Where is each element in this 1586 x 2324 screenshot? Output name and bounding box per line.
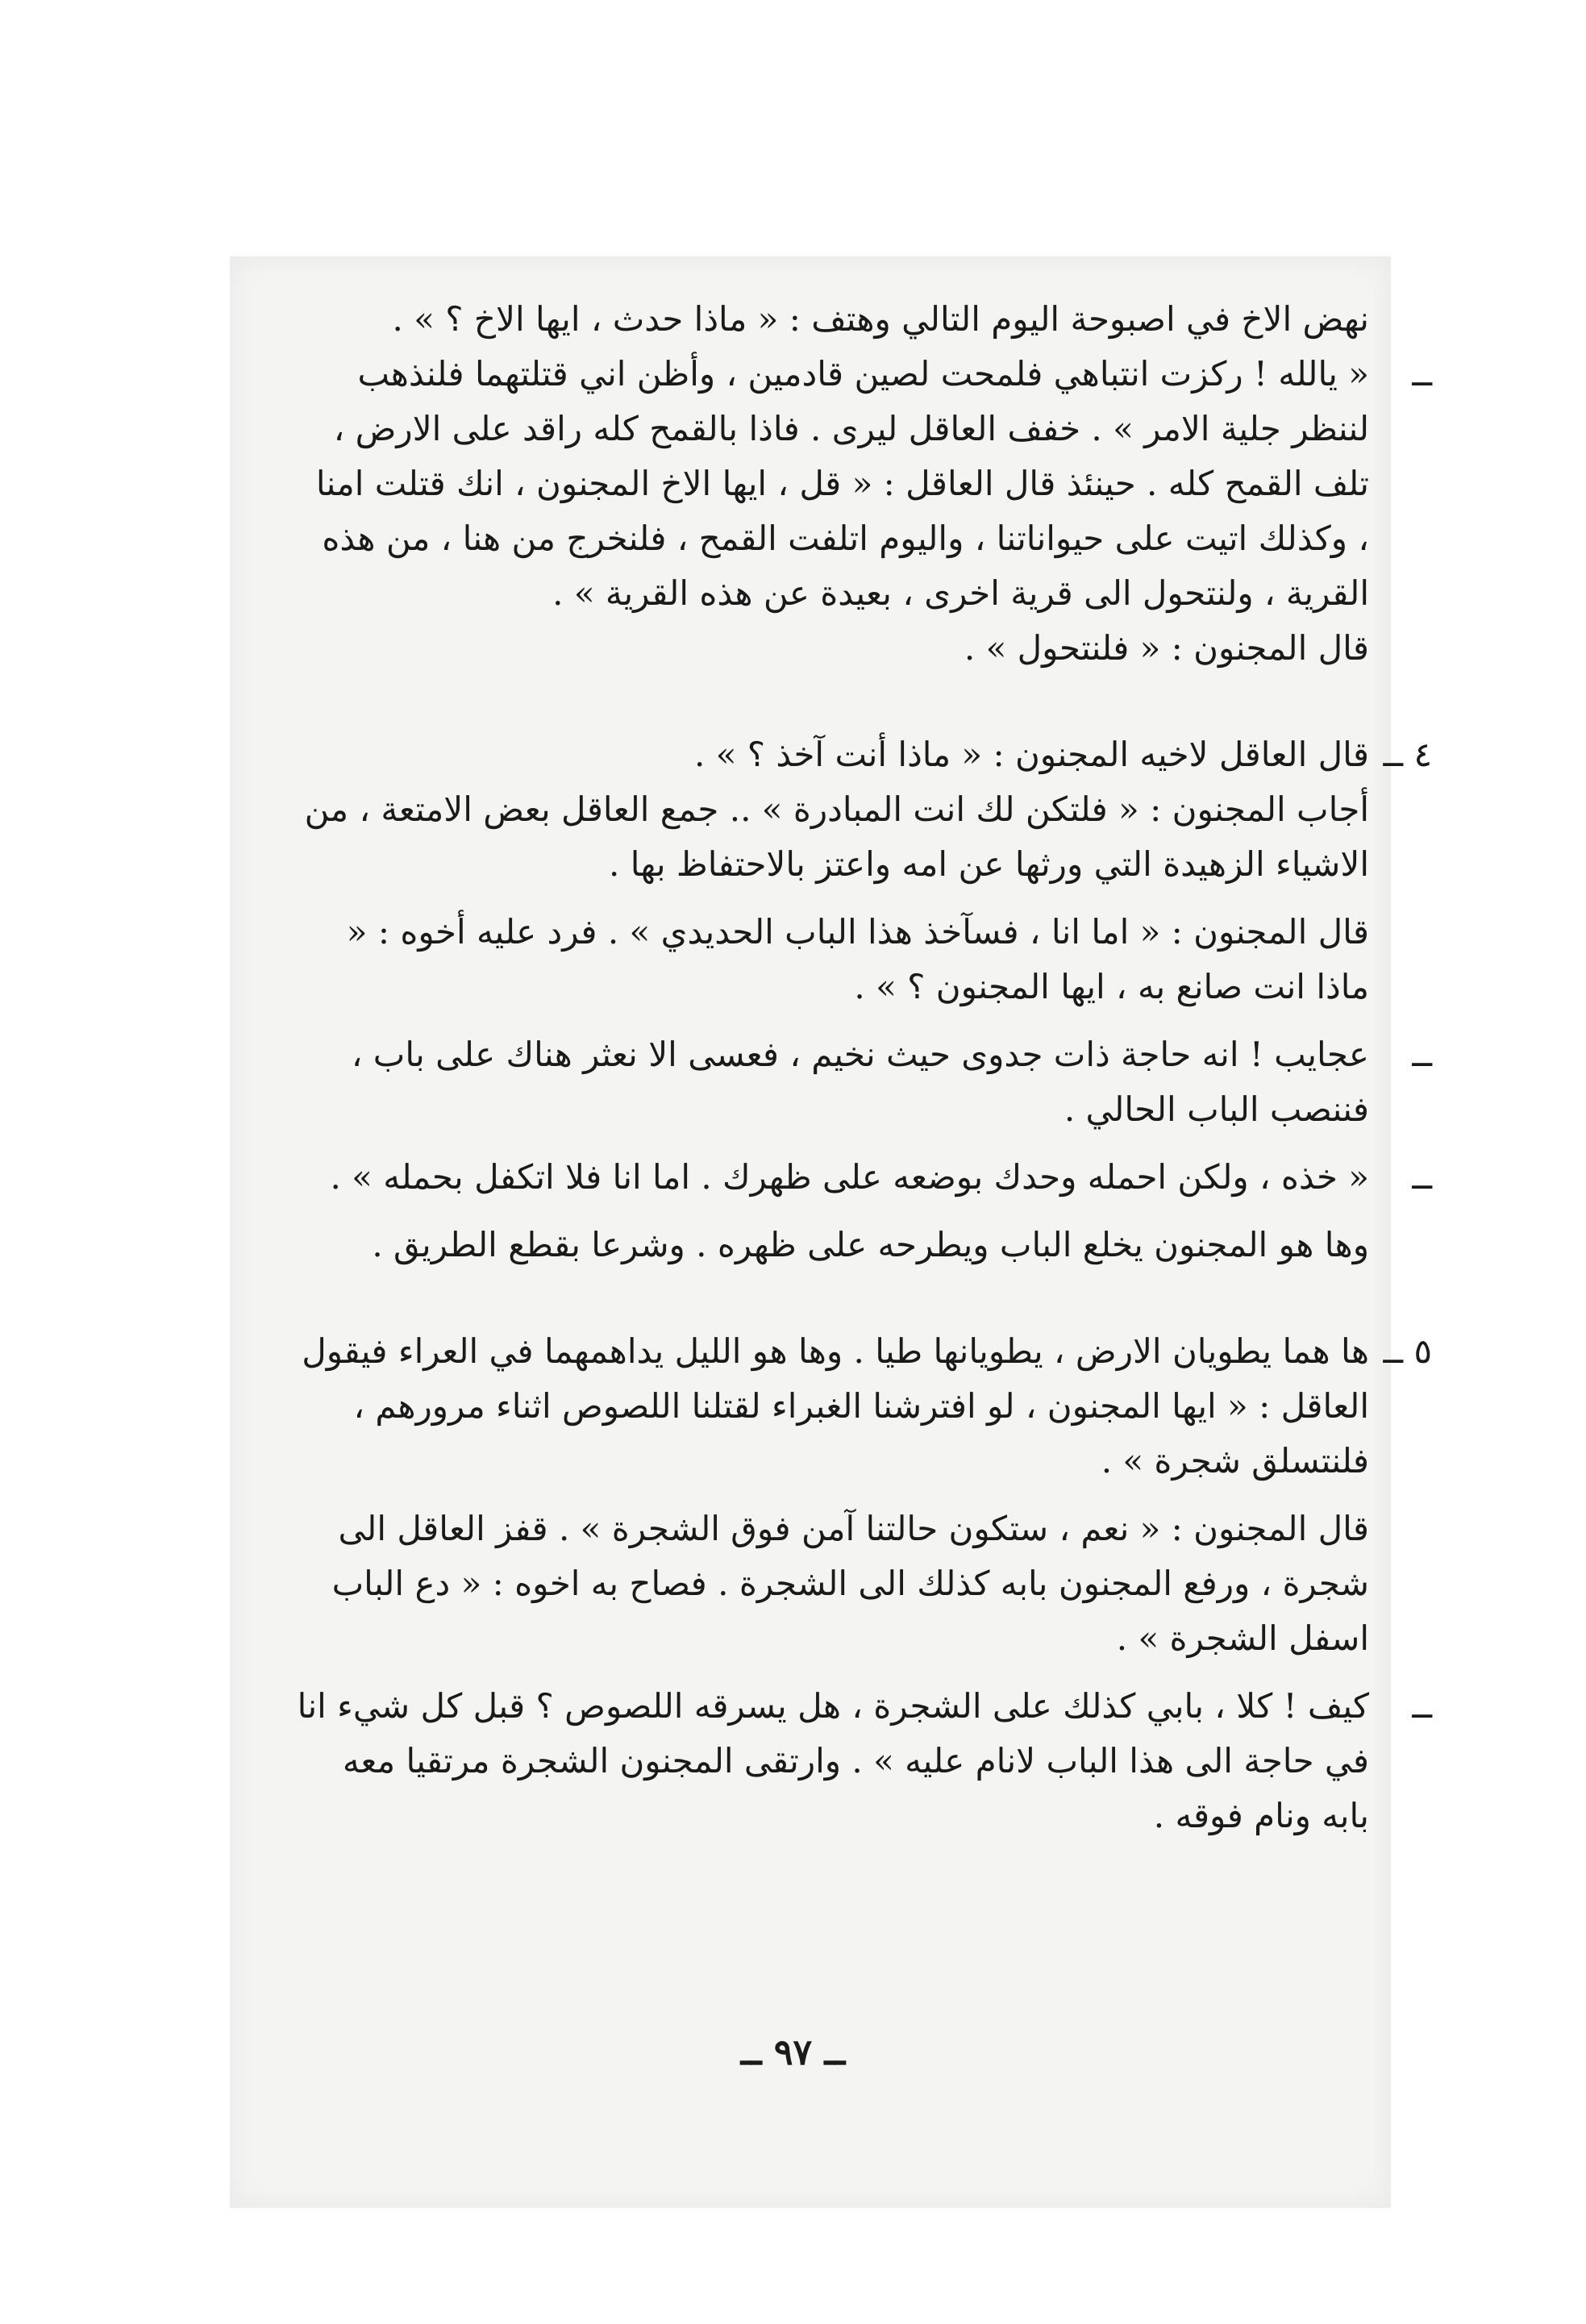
paragraph-text: نهض الاخ في اصبوحة اليوم التالي وهتف : « ماذا حدث ، ايها الاخ ؟ » . <box>392 299 1369 339</box>
dialogue-dash: ــ <box>1412 1686 1432 1726</box>
paragraph-text: قال المجنون : « نعم ، ستكون حالتنا آمن فوق الشجرة » . قفز العاقل الى شجرة ، ورفع المجنون بابه كذلك الى الشجرة . فصاح به اخوه : « دع الباب اسفل الشجرة » . <box>331 1509 1369 1658</box>
paragraph-text: كيف ! كلا ، بابي كذلك على الشجرة ، هل يسرقه اللصوص ؟ قبل كل شيء انا في حاجة الى هذا الباب لانام عليه » . وارتقى المجنون الشجرة مرتقيا معه بابه ونام فوقه . <box>297 1686 1369 1835</box>
paragraph-11 <box>297 1501 1369 1666</box>
section-4 <box>297 727 1432 782</box>
paragraph-text: عجايب ! انه حاجة ذات جدوى حيث نخيم ، فعسى الا نعثر هناك على باب ، فننصب الباب الحالي . <box>351 1035 1369 1129</box>
paragraph-12 <box>297 1679 1432 1843</box>
paragraph-text: أجاب المجنون : « فلتكن لك انت المبادرة » .. جمع العاقل بعض الامتعة ، من الاشياء الزهيدة التي ورثها عن امه واعتز بالاحتفاظ بها . <box>304 789 1369 884</box>
paragraph-text: « خذه ، ولكن احمله وحدك بوضعه على ظهرك . اما انا فلا اتكفل بحمله » . <box>330 1157 1369 1197</box>
section-5 <box>297 1324 1432 1489</box>
paragraph-text: وها هو المجنون يخلع الباب ويطرحه على ظهره . وشرعا بقطع الطريق . <box>372 1225 1369 1264</box>
paragraph-text: قال المجنون : « اما انا ، فسآخذ هذا الباب الحديدي » . فرد عليه أخوه : « ماذا انت صانع به ، ايها المجنون ؟ » . <box>346 912 1369 1006</box>
paragraph-8 <box>297 1150 1432 1205</box>
paragraph-1 <box>297 292 1369 347</box>
paragraph-text: ها هما يطويان الارض ، يطويانها طيا . وها هو الليل يداهمهما في العراء فيقول العاقل : « ايها المجنون ، لو افترشنا الغبراء لقتلنا اللصوص اثناء مرورهم ، فلنتسلق شجرة » . <box>302 1331 1369 1481</box>
dialogue-dash: ــ <box>1412 1157 1432 1197</box>
paragraph-text: قال المجنون : « فلنتحول » . <box>964 628 1369 668</box>
dialogue-dash: ــ <box>1412 1035 1432 1074</box>
paragraph-7 <box>297 1027 1432 1137</box>
section-number: ٥ ــ <box>1383 1331 1432 1371</box>
paragraph-6 <box>297 905 1369 1014</box>
paragraph-text: « يالله ! ركزت انتباهي فلمحت لصين قادمين ، وأظن اني قتلتهما فلنذهب لننظر جلية الامر » . خفف العاقل ليرى . فاذا بالقمح كله راقد على الارض ، تلف القمح كله . حينئذ قال العاقل : « قل ، ايها الاخ المجنون ، انك قتلت امنا ، وكذلك اتيت على حيواناتنا ، واليوم اتلفت القمح ، فلنخرج من هنا ، من هذه القرية ، ولنتحول الى قرية اخرى ، بعيدة عن هذه القرية » . <box>315 354 1369 613</box>
paragraph-5 <box>297 782 1369 892</box>
paragraph-3 <box>297 621 1369 676</box>
section-number: ٤ ــ <box>1383 735 1432 774</box>
dialogue-dash: ــ <box>1412 354 1432 394</box>
page-number: ــ ٩٧ ــ <box>740 2032 846 2073</box>
paragraph-text: قال العاقل لاخيه المجنون : « ماذا أنت آخذ ؟ » . <box>694 735 1369 774</box>
paragraph-2 <box>297 347 1432 621</box>
paragraph-9 <box>297 1218 1369 1272</box>
page-body <box>297 292 1432 1843</box>
